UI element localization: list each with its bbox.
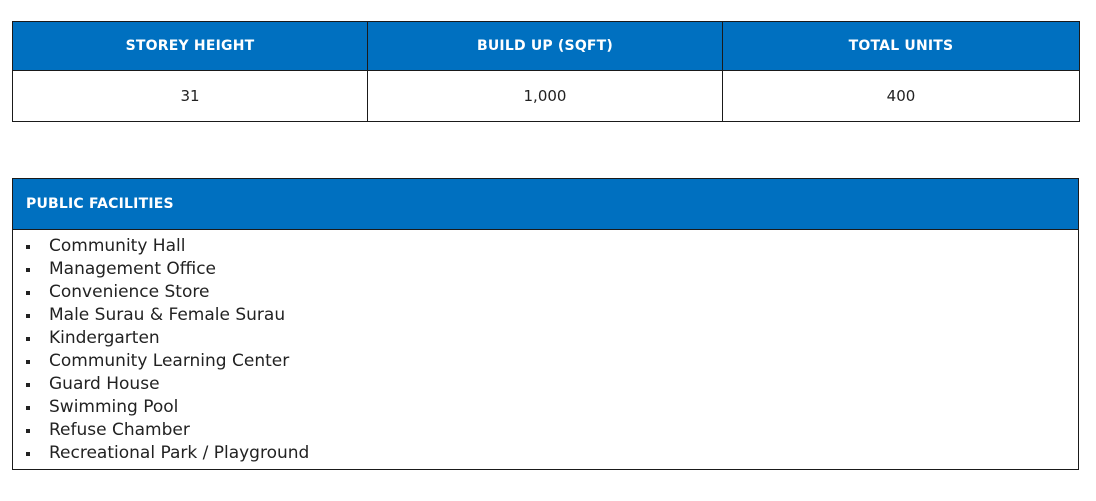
facility-label: Refuse Chamber bbox=[49, 420, 190, 440]
build-up-header: BUILD UP (SQFT) bbox=[368, 22, 723, 71]
facilities-list bbox=[13, 230, 1078, 465]
list-item bbox=[13, 327, 1078, 350]
public-facilities-title: PUBLIC FACILITIES bbox=[13, 179, 1078, 230]
facility-label: Kindergarten bbox=[49, 328, 160, 348]
list-item bbox=[13, 396, 1078, 419]
storey-height-value: 31 bbox=[13, 71, 368, 122]
facility-label: Recreational Park / Playground bbox=[49, 443, 310, 463]
square-bullet-icon bbox=[26, 452, 30, 456]
square-bullet-icon bbox=[26, 245, 30, 249]
square-bullet-icon bbox=[26, 406, 30, 410]
square-bullet-icon bbox=[26, 314, 30, 318]
square-bullet-icon bbox=[26, 268, 30, 272]
facility-label: Swimming Pool bbox=[49, 397, 179, 417]
list-item bbox=[13, 258, 1078, 281]
total-units-value: 400 bbox=[723, 71, 1080, 122]
facility-label: Community Learning Center bbox=[49, 351, 290, 371]
facility-label: Management Office bbox=[49, 259, 217, 279]
summary-table bbox=[12, 21, 1080, 122]
list-item bbox=[13, 281, 1078, 304]
square-bullet-icon bbox=[26, 383, 30, 387]
summary-value-row bbox=[13, 71, 1080, 122]
list-item bbox=[13, 235, 1078, 258]
facility-label: Guard House bbox=[49, 374, 160, 394]
facility-label: Convenience Store bbox=[49, 282, 210, 302]
list-item bbox=[13, 373, 1078, 396]
summary-header-row bbox=[13, 22, 1080, 71]
square-bullet-icon bbox=[26, 429, 30, 433]
square-bullet-icon bbox=[26, 360, 30, 364]
square-bullet-icon bbox=[26, 337, 30, 341]
public-facilities-box bbox=[12, 178, 1079, 470]
list-item bbox=[13, 304, 1078, 327]
build-up-value: 1,000 bbox=[368, 71, 723, 122]
list-item bbox=[13, 442, 1078, 465]
facility-label: Community Hall bbox=[49, 236, 186, 256]
facility-label: Male Surau & Female Surau bbox=[49, 305, 286, 325]
storey-height-header: STOREY HEIGHT bbox=[13, 22, 368, 71]
list-item bbox=[13, 419, 1078, 442]
square-bullet-icon bbox=[26, 291, 30, 295]
list-item bbox=[13, 350, 1078, 373]
total-units-header: TOTAL UNITS bbox=[723, 22, 1080, 71]
